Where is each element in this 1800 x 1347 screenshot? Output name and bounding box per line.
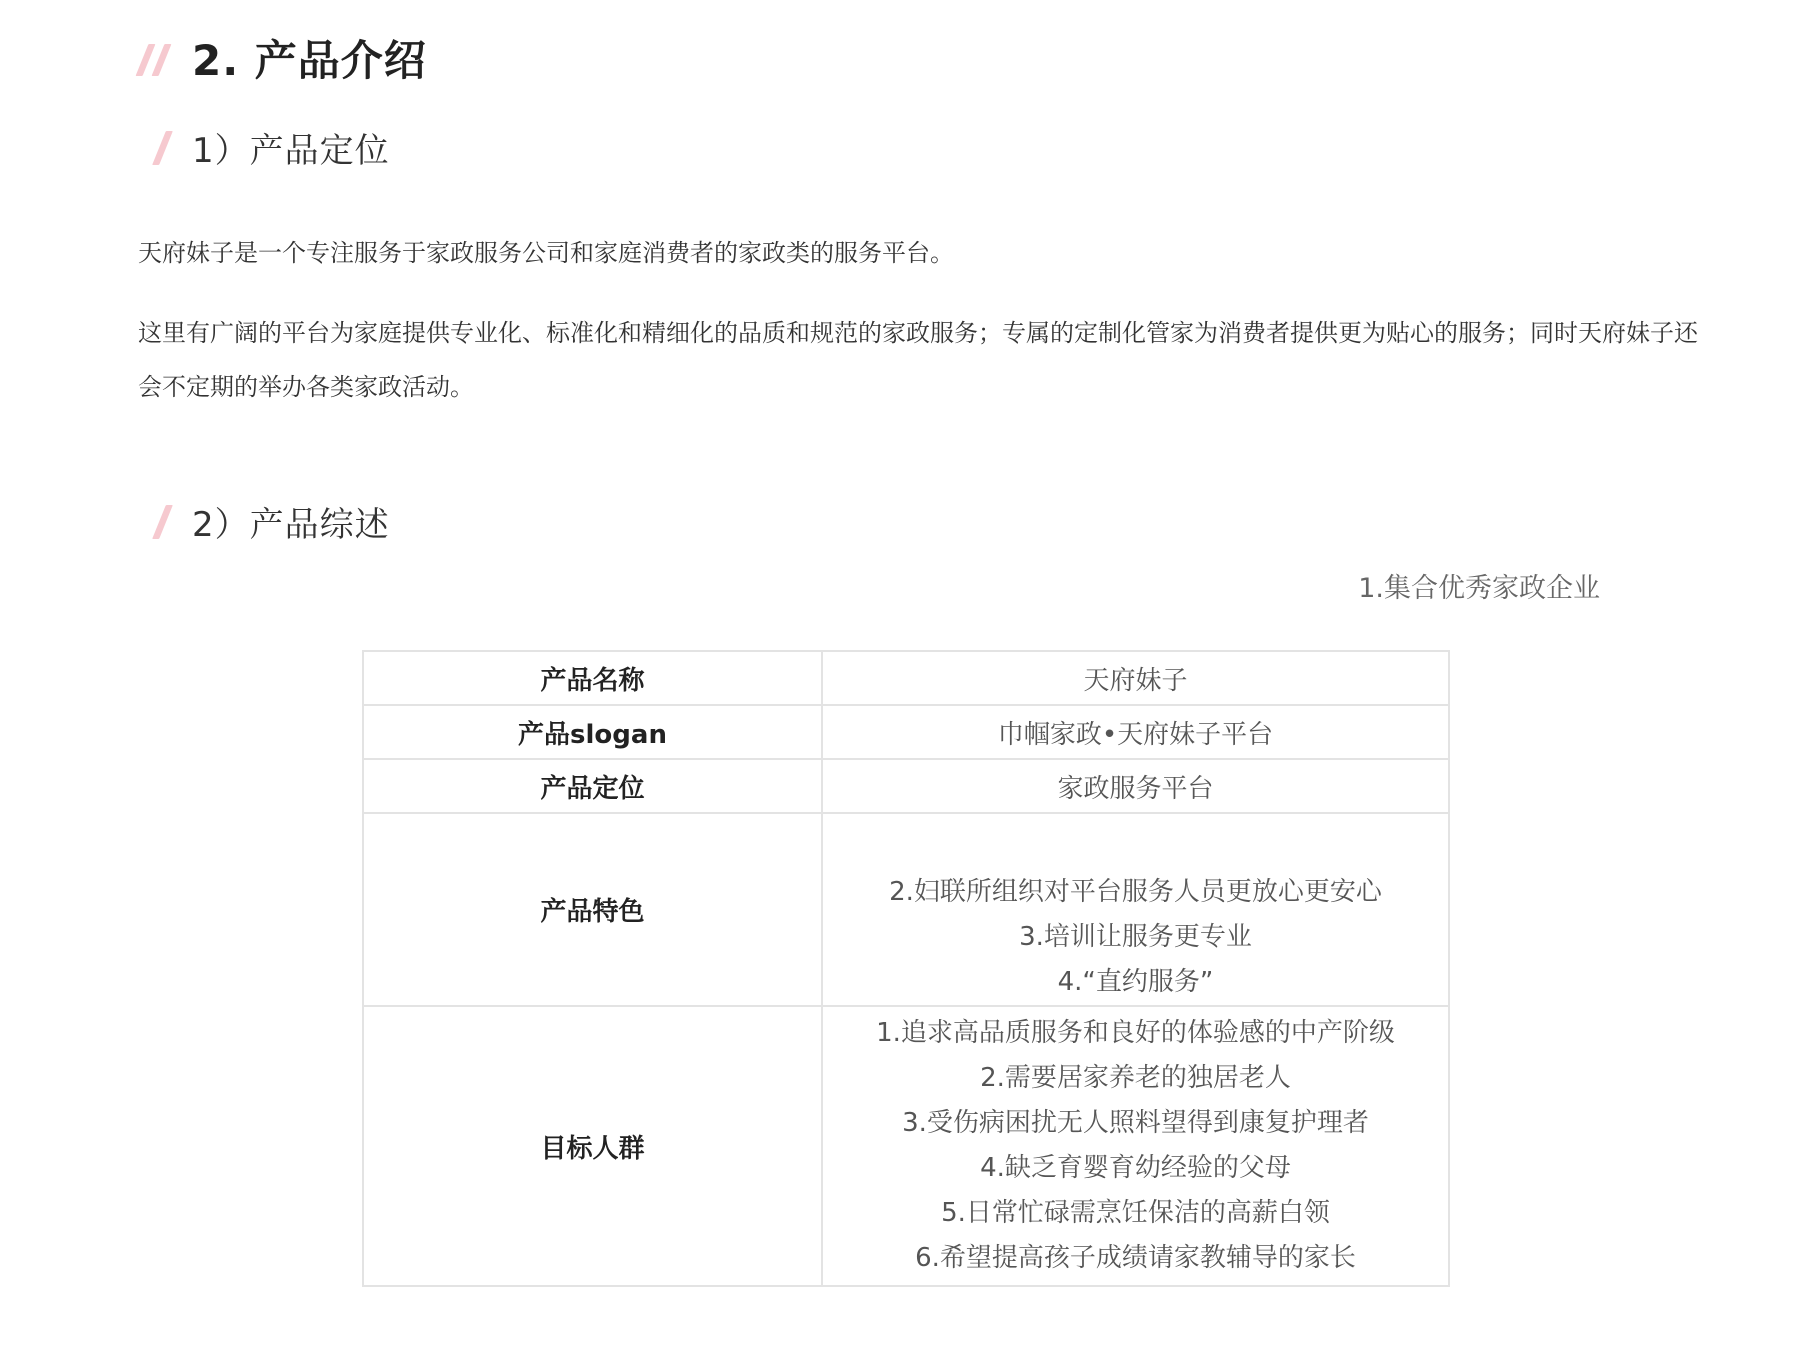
overview-heading [150, 496, 390, 546]
table-row [363, 1006, 1449, 1286]
table-row [363, 759, 1449, 813]
target-audience-label: 目标人群 [363, 1006, 822, 1286]
target-audience-value [822, 1006, 1449, 1286]
table-row [363, 705, 1449, 759]
audience-item: 6.希望提高孩子成绩请家教辅导的家长 [915, 1243, 1356, 1273]
feature-item: 3.培训让服务更专业 [1019, 922, 1252, 952]
section-title: 2. 产品介绍 [192, 36, 427, 85]
table-row [363, 651, 1449, 705]
product-slogan-label: 产品slogan [363, 705, 822, 759]
section-heading [136, 28, 427, 88]
audience-item: 4.缺乏育婴育幼经验的父母 [980, 1153, 1291, 1183]
product-summary-table [362, 650, 1450, 1287]
product-position-label: 产品定位 [363, 759, 822, 813]
feature-note: 1.集合优秀家政企业 [1358, 573, 1600, 604]
audience-item: 3.受伤病困扰无人照料望得到康复护理者 [902, 1108, 1369, 1138]
audience-item: 2.需要居家养老的独居老人 [980, 1063, 1291, 1093]
product-features-label: 产品特色 [363, 813, 822, 1006]
product-position-value: 家政服务平台 [822, 759, 1449, 813]
audience-item: 1.追求高品质服务和良好的体验感的中产阶级 [876, 1018, 1395, 1048]
product-slogan-value: 巾帼家政•天府妹子平台 [822, 705, 1449, 759]
product-features-value [822, 813, 1449, 1006]
slash-icon [150, 501, 176, 541]
overview-title: 2）产品综述 [192, 504, 390, 545]
positioning-paragraph-1: 天府妹子是一个专注服务于家政服务公司和家庭消费者的家政类的服务平台。 [138, 239, 954, 267]
audience-item: 5.日常忙碌需烹饪保洁的高薪白领 [941, 1198, 1330, 1228]
positioning-heading [150, 122, 390, 172]
product-name-label: 产品名称 [363, 651, 822, 705]
feature-item: 4.“直约服务” [1057, 967, 1214, 997]
double-slash-icon [136, 38, 170, 78]
product-name-value: 天府妹子 [822, 651, 1449, 705]
positioning-title: 1）产品定位 [192, 130, 390, 171]
slash-icon [150, 127, 176, 167]
positioning-paragraph-2: 这里有广阔的平台为家庭提供专业化、标准化和精细化的品质和规范的家政服务；专属的定制化管家为消费者提供更为贴心的服务；同时天府妹子还会不定期的举办各类家政活动。 [138, 319, 1698, 401]
feature-item: 2.妇联所组织对平台服务人员更放心更安心 [889, 877, 1382, 907]
table-row [363, 813, 1449, 1006]
